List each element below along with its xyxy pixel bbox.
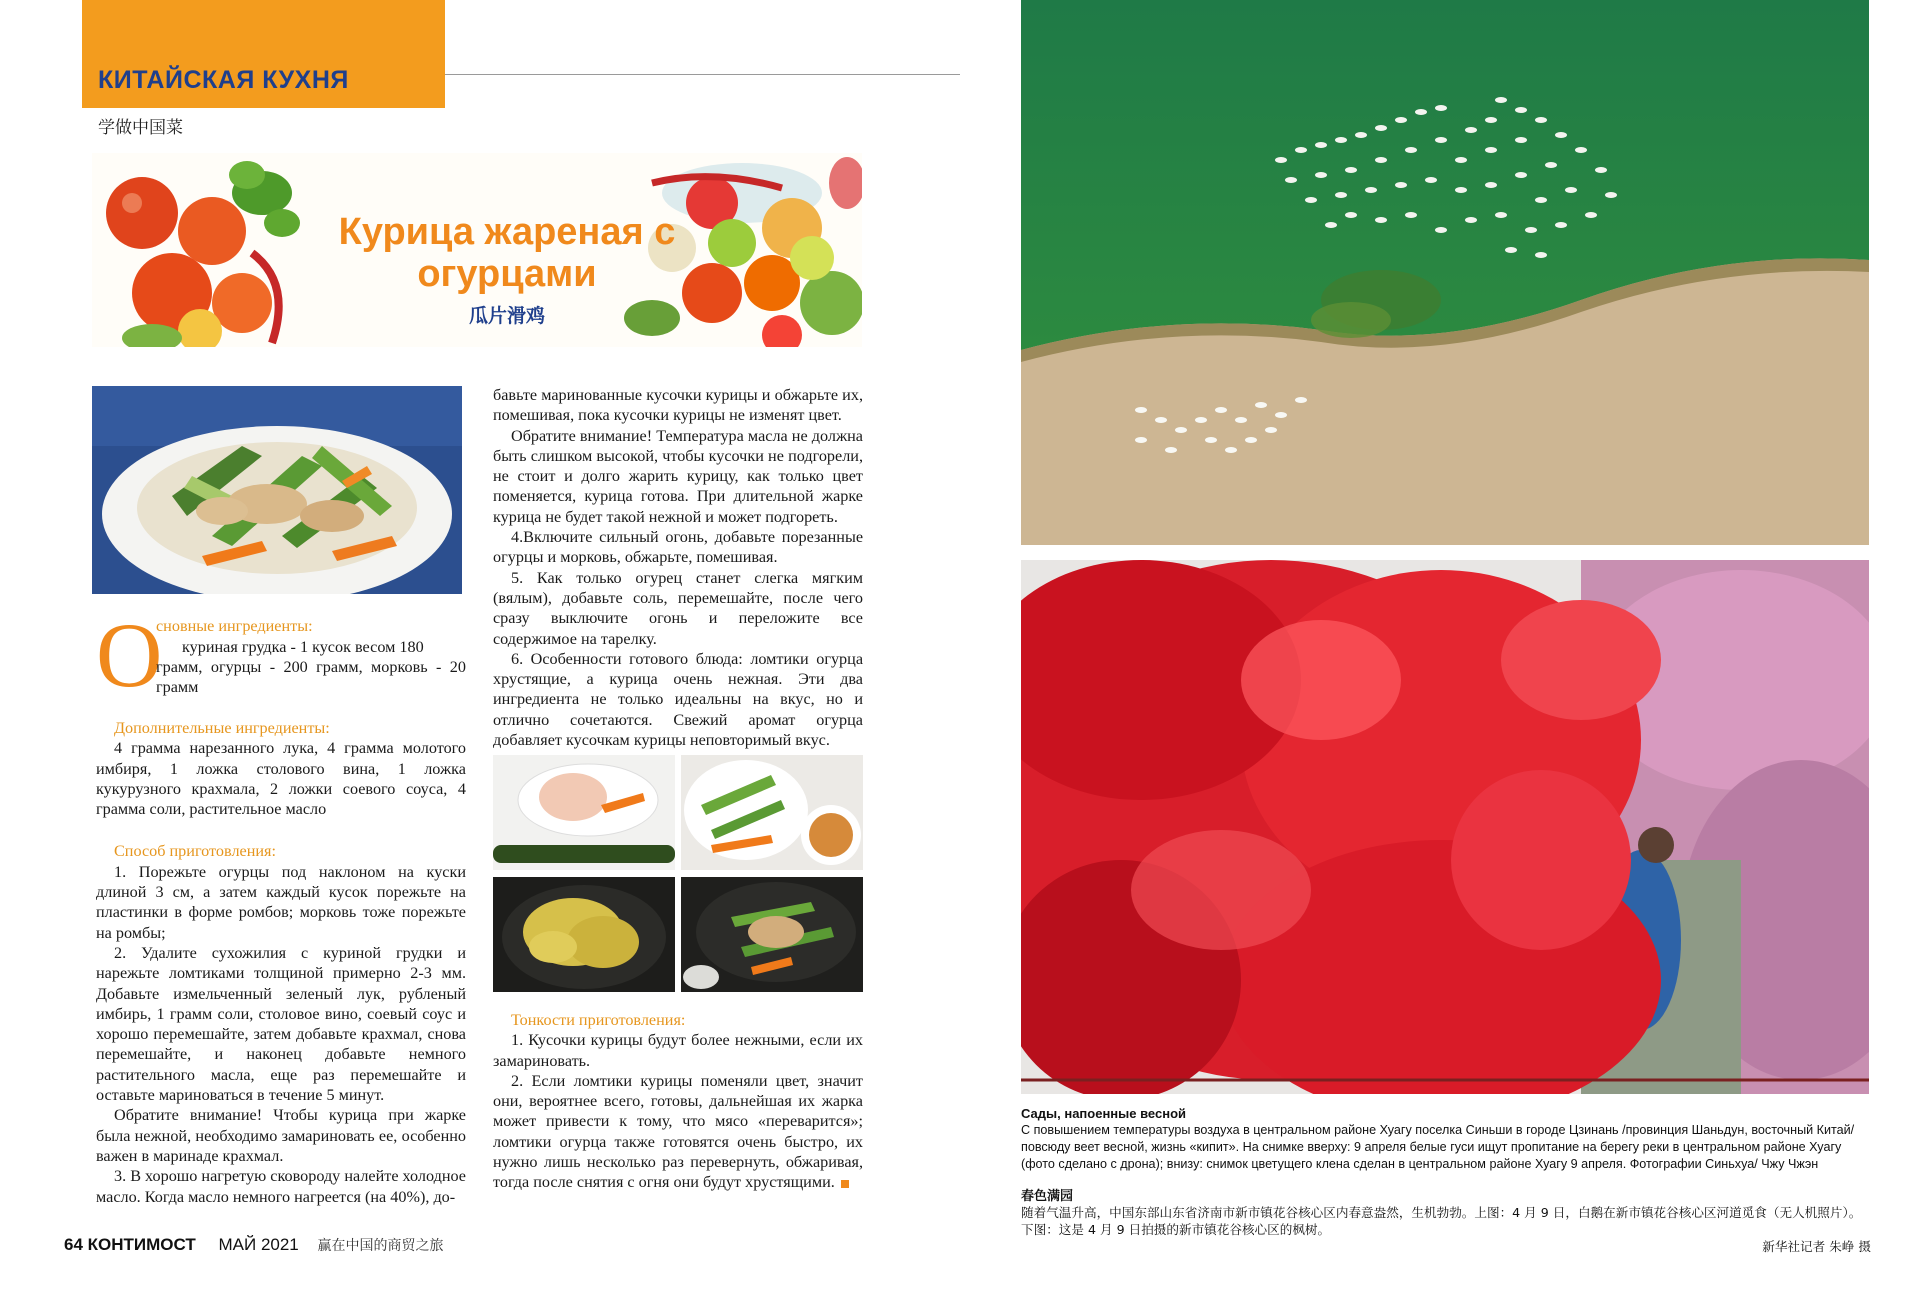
tip-2: 2. Если ломтики курицы поменяли цвет, значит они, вероятнее всего, готовы, дальнейшая их жарка может привести к тому, что мясо «переварится»; ломтики огурца также готовятся очень быстро, их нужно лишь несколько раз перевернуть, обжаривая, тогда после снятия с огня они будут хрустящими. xyxy=(493,1071,863,1192)
end-mark xyxy=(841,1180,849,1188)
method-step-2: 2. Удалите сухожилия с куриной грудки и нарежьте ломтиками толщиной примерно 2-3 мм. Добавьте измельченный зеленый лук, рубленый имбирь, 1 грамм соли, столовое вино, соевый соус и хорошо перемешайте, затем добавьте крахмал, снова перемешайте, и наконец добавьте немного растительного масла, еще раз перемешайте и оставьте мариноваться в течение 5 минут. xyxy=(96,943,466,1105)
method-step-3-continued: бавьте маринованные кусочки курицы и обжарьте их, помешивая, пока кусочки курицы не изменят цвет. xyxy=(493,386,863,425)
geese-drone-photo xyxy=(1021,0,1869,545)
caption-text-cn: 随着气温升高，中国东部山东省济南市新市镇花谷核心区内春意盎然，生机勃勃。上图：4 月 9 日，白鹅在新市镇花谷核心区河道觅食（无人机照片）。下图：这是 4 月 9 日拍摄的新市镇花谷核心区的枫树。 xyxy=(1021,1205,1862,1237)
header-rule xyxy=(445,74,960,75)
extra-ingredients-text: 4 грамма нарезанного лука, 4 грамма молотого имбиря, 1 ложка столового вина, 1 ложка кукурузного крахмала, 2 ложки соевого соуса, 4 грамма соли, растительное масло xyxy=(96,739,466,819)
section-title: КИТАЙСКАЯ КУХНЯ xyxy=(98,66,349,94)
method-step-3-start: 3. В хорошо нагретую сковороду налейте холодное масло. Когда масло немного нагреется (на 40%), до- xyxy=(96,1167,466,1206)
tip-1: 1. Кусочки курицы будут более нежными, если их замариновать. xyxy=(493,1031,863,1070)
page-number: 64 xyxy=(64,1235,83,1254)
method-note-1: Обратите внимание! Чтобы курица при жарке была нежной, необходимо замариновать ее, особенно важен в маринаде крахмал. xyxy=(96,1106,466,1165)
magazine-name: КОНТИМОСТ xyxy=(87,1235,196,1254)
dish-photo xyxy=(92,386,462,594)
step-photo-vegetables xyxy=(681,755,863,870)
step-photo-frying-chicken xyxy=(493,877,675,992)
recipe-title-cn: 瓜片滑鸡 xyxy=(468,305,545,327)
main-ingredients-heading: сновные ингредиенты: xyxy=(156,617,313,635)
drop-cap: О xyxy=(96,604,163,706)
middle-column-text xyxy=(493,385,863,750)
method-heading: Способ приготовления: xyxy=(114,842,276,861)
method-step-5: 5. Как только огурец станет слегка мягким (вялым), добавьте соль, перемешайте, после чего сразу выключите огонь и переложите все содержимое на тарелку. xyxy=(493,568,863,648)
photo-caption xyxy=(1021,1105,1871,1255)
step-photo-chicken xyxy=(493,755,675,870)
left-column-text xyxy=(96,718,466,1207)
method-step-6: 6. Особенности готового блюда: ломтики огурца хрустящие, а курица очень нежная. Эти два ингредиента не только идеальны на вкус, но и отлично сочетаются. Свежий аромат огурца добавляет кусочкам курицы неповторимый вкус. xyxy=(493,649,863,750)
caption-text-ru: С повышением температуры воздуха в центральном районе Хуагу поселка Синьши в городе Цзинань /провинция Шаньдун, восточный Китай/ повсюду веет весной, жизнь «кипит». На снимке вверху: 9 апреля белые гуси ищут пропитание на берегу реки в центральном районе Хуагу (фото сделано с дрона); внизу: снимок цветущего клена сделан в центральном районе Хуагу 9 апреля. Фотографии Синьхуа/ Чжу Чжэн xyxy=(1021,1123,1855,1171)
caption-credit-cn: 新华社记者 朱峥 摄 xyxy=(1762,1239,1871,1254)
tips-heading: Тонкости приготовления: xyxy=(511,1011,686,1029)
method-step-1: 1. Порежьте огурцы под наклоном на куски длиной 3 см, а затем каждый кусок порежьте на пластинки в форме ромбов; морковь тоже порежьте на ромбы; xyxy=(96,862,466,942)
step-photo-finished-dish xyxy=(681,877,863,992)
main-ingredients-text-2: грамм, огурцы - 200 грамм, морковь - 20 грамм xyxy=(156,658,466,697)
method-note-2: Обратите внимание! Температура масла не должна быть слишком высокой, чтобы кусочки не подгорели, не стоит и долго жарить курицу, как только цвет поменяется, курица готова. При длительной жарке курица не будет такой нежной и может подгореть. xyxy=(493,426,863,526)
main-ingredients-text-1: куриная грудка - 1 кусок весом 180 xyxy=(182,638,424,656)
method-step-4: 4.Включите сильный огонь, добавьте порезанные огурцы и морковь, обжарьте, помешивая. xyxy=(493,528,863,567)
caption-title-ru: Сады, напоенные весной xyxy=(1021,1106,1187,1121)
recipe-title: Курица жареная с огурцами xyxy=(338,211,676,295)
page-footer xyxy=(64,1235,444,1255)
section-subtitle-cn: 学做中国菜 xyxy=(98,118,183,138)
caption-title-cn: 春色满园 xyxy=(1021,1188,1074,1203)
red-maple-photo xyxy=(1021,560,1869,1094)
extra-ingredients-heading: Дополнительные ингредиенты: xyxy=(114,719,330,737)
main-ingredients xyxy=(96,604,466,711)
recipe-hero-banner xyxy=(92,153,862,347)
magazine-slogan: 赢在中国的商贸之旅 xyxy=(317,1238,444,1254)
issue-date: МАЙ 2021 xyxy=(218,1235,299,1254)
tips-section xyxy=(493,1010,863,1193)
